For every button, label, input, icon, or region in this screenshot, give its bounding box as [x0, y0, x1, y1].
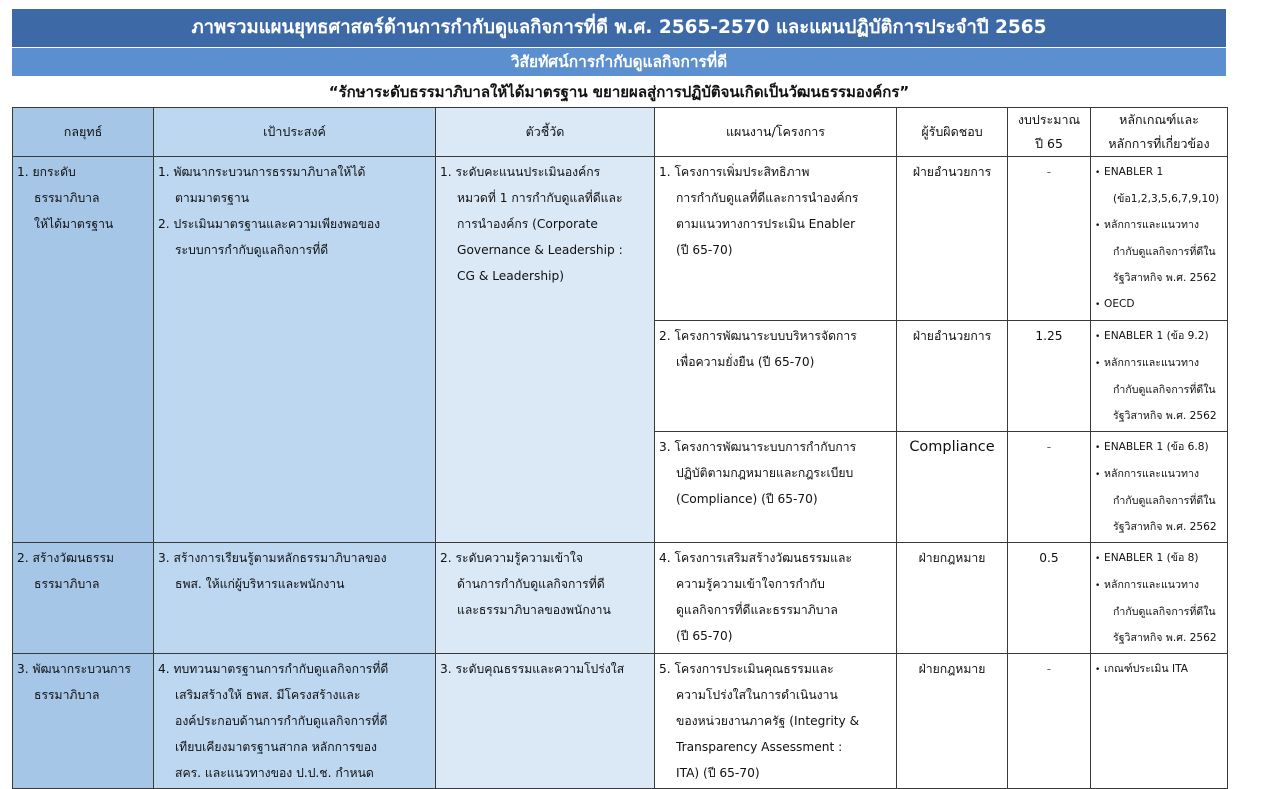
bullet-dot-icon: • — [1095, 665, 1101, 675]
vision-statement: “รักษาระดับธรรมาภิบาลให้ได้มาตรฐาน ขยายผลสู่การปฏิบัติจนเกิดเป็นวัฒนธรรมองค์กร” — [328, 83, 910, 101]
objective-line: ตามมาตรฐาน — [175, 191, 250, 205]
criteria-bullet-item — [1095, 572, 1223, 651]
indicator-line: การนำองค์กร (Corporate — [457, 217, 598, 231]
project-line: 5. โครงการประเมินคุณธรรมและ — [659, 662, 834, 676]
project-line: ปฏิบัติตามกฎหมายและกฎระเบียบ — [676, 466, 854, 480]
project-line: (Compliance) (ปี 65-70) — [676, 492, 818, 506]
criteria-text-line: (ข้อ1,2,3,5,6,7,9,10) — [1113, 193, 1220, 205]
strategy-cell — [13, 654, 154, 789]
project-line: (ปี 65-70) — [676, 629, 733, 643]
budget-cell: 0.5 — [1008, 543, 1091, 654]
indicator-cell — [436, 543, 655, 654]
bullet-dot-icon: • — [1095, 359, 1101, 369]
criteria-text-line: รัฐวิสาหกิจ พ.ศ. 2562 — [1113, 521, 1217, 533]
criteria-text-line: รัฐวิสาหกิจ พ.ศ. 2562 — [1113, 272, 1217, 284]
criteria-bullet-item — [1095, 461, 1223, 540]
strategy-line: ธรรมาภิบาล — [34, 577, 100, 591]
header-project: แผนงาน/โครงการ — [655, 108, 897, 157]
criteria-bullet-item — [1095, 350, 1223, 429]
objective-line: เสริมสร้างให้ ธพส. มีโครงสร้างและ — [175, 688, 361, 702]
strategy-line: 2. สร้างวัฒนธรรม — [17, 551, 115, 565]
project-cell — [655, 543, 897, 654]
criteria-bullet-item — [1095, 291, 1223, 318]
project-cell — [655, 321, 897, 432]
project-cell — [655, 432, 897, 543]
criteria-bullet-item — [1095, 323, 1223, 350]
project-line: 1. โครงการเพิ่มประสิทธิภาพ — [659, 165, 810, 179]
bullet-dot-icon: • — [1095, 300, 1101, 310]
criteria-text: ENABLER 1 (ข้อ 9.2) — [1104, 330, 1209, 342]
owner-cell: Compliance — [897, 432, 1008, 543]
bullet-dot-icon: • — [1095, 554, 1101, 564]
criteria-text-line: กำกับดูแลกิจการที่ดีใน — [1113, 246, 1216, 258]
owner-cell: ฝ่ายกฎหมาย — [897, 543, 1008, 654]
project-line: 2. โครงการพัฒนาระบบบริหารจัดการ — [659, 329, 857, 343]
project-line: ความโปร่งใสในการดำเนินงาน — [676, 688, 838, 702]
objective-cell — [154, 157, 436, 543]
strategy-line: ธรรมาภิบาล — [34, 688, 100, 702]
indicator-line: 1. ระดับคะแนนประเมินองค์กร — [440, 165, 601, 179]
budget-cell: 1.25 — [1008, 321, 1091, 432]
indicator-line: 3. ระดับคุณธรรมและความโปร่งใส — [440, 662, 625, 676]
table-row — [13, 654, 1228, 789]
strategy-cell — [13, 157, 154, 543]
strategy-cell — [13, 543, 154, 654]
objective-cell — [154, 654, 436, 789]
header-owner: ผู้รับผิดชอบ — [897, 108, 1008, 157]
project-line: 4. โครงการเสริมสร้างวัฒนธรรมและ — [659, 551, 853, 565]
project-line: ดูแลกิจการที่ดีและธรรมาภิบาล — [676, 603, 838, 617]
criteria-cell — [1091, 157, 1228, 321]
criteria-cell — [1091, 432, 1228, 543]
project-line: ความรู้ความเข้าใจการกำกับ — [676, 577, 825, 591]
table-row — [13, 543, 1228, 654]
bullet-dot-icon: • — [1095, 443, 1101, 453]
project-cell — [655, 654, 897, 789]
criteria-text-line: กำกับดูแลกิจการที่ดีใน — [1113, 606, 1216, 618]
budget-cell: - — [1008, 432, 1091, 543]
project-line: เพื่อความยั่งยืน (ปี 65-70) — [676, 355, 815, 369]
criteria-text: เกณฑ์ประเมิน ITA — [1104, 663, 1188, 675]
objective-line: 1. พัฒนากระบวนการธรรมาภิบาลให้ได้ — [158, 165, 366, 179]
project-line: 3. โครงการพัฒนาระบบการกำกับการ — [659, 440, 857, 454]
objective-line: 3. สร้างการเรียนรู้ตามหลักธรรมาภิบาลของ — [158, 551, 387, 565]
table-row — [13, 157, 1228, 321]
budget-cell: - — [1008, 654, 1091, 789]
criteria-text: หลักการและแนวทาง — [1104, 468, 1200, 480]
header-strategy: กลยุทธ์ — [13, 108, 154, 157]
strategy-line: ให้ได้มาตรฐาน — [34, 217, 114, 231]
criteria-text-line: กำกับดูแลกิจการที่ดีใน — [1113, 495, 1216, 507]
project-line: ตามแนวทางการประเมิน Enabler — [676, 217, 856, 231]
criteria-text-line: รัฐวิสาหกิจ พ.ศ. 2562 — [1113, 410, 1217, 422]
strategy-line: 3. พัฒนากระบวนการ — [17, 662, 131, 676]
criteria-text-line: กำกับดูแลกิจการที่ดีใน — [1113, 384, 1216, 396]
indicator-line: หมวดที่ 1 การกำกับดูแลที่ดีและ — [457, 191, 623, 205]
project-cell — [655, 157, 897, 321]
owner-cell: ฝ่ายกฎหมาย — [897, 654, 1008, 789]
header-objective: เป้าประสงค์ — [154, 108, 436, 157]
table-header-row — [13, 108, 1228, 157]
indicator-cell — [436, 157, 655, 543]
criteria-text: หลักการและแนวทาง — [1104, 579, 1200, 591]
criteria-cell — [1091, 654, 1228, 789]
criteria-text: หลักการและแนวทาง — [1104, 357, 1200, 369]
indicator-line: Governance & Leadership : — [457, 243, 623, 257]
criteria-cell — [1091, 321, 1228, 432]
criteria-bullet-item — [1095, 159, 1223, 212]
criteria-text-line: รัฐวิสาหกิจ พ.ศ. 2562 — [1113, 632, 1217, 644]
strategy-line: ธรรมาภิบาล — [34, 191, 100, 205]
indicator-line: และธรรมาภิบาลของพนักงาน — [457, 603, 611, 617]
project-line: การกำกับดูแลที่ดีและการนำองค์กร — [676, 191, 859, 205]
header-criteria-line2: หลักการที่เกี่ยวข้อง — [1108, 136, 1210, 151]
criteria-text: หลักการและแนวทาง — [1104, 219, 1200, 231]
objective-line: สคร. และแนวทางของ ป.ป.ช. กำหนด — [175, 766, 374, 780]
objective-line: ธพส. ให้แก่ผู้บริหารและพนักงาน — [175, 577, 345, 591]
objective-line: องค์ประกอบด้านการกำกับดูแลกิจการที่ดี — [175, 714, 388, 728]
header-budget — [1008, 108, 1091, 157]
header-criteria-line1: หลักเกณฑ์และ — [1119, 112, 1199, 127]
criteria-text: ENABLER 1 — [1104, 166, 1164, 178]
criteria-text: ENABLER 1 (ข้อ 8) — [1104, 552, 1199, 564]
owner-cell: ฝ่ายอำนวยการ — [897, 157, 1008, 321]
indicator-line: ด้านการกำกับดูแลกิจการที่ดี — [457, 577, 605, 591]
project-line: (ปี 65-70) — [676, 243, 733, 257]
criteria-bullet-item — [1095, 434, 1223, 461]
page-title: ภาพรวมแผนยุทธศาสตร์ด้านการกำกับดูแลกิจการที่ดี พ.ศ. 2565-2570 และแผนปฏิบัติการประจำปี 2565 — [12, 9, 1226, 47]
criteria-text: OECD — [1104, 298, 1135, 310]
bullet-dot-icon: • — [1095, 168, 1101, 178]
project-line: ของหน่วยงานภาครัฐ (Integrity & — [676, 714, 860, 728]
vision-subtitle: วิสัยทัศน์การกำกับดูแลกิจการที่ดี — [12, 48, 1226, 76]
bullet-dot-icon: • — [1095, 470, 1101, 480]
header-indicator: ตัวชี้วัด — [436, 108, 655, 157]
bullet-dot-icon: • — [1095, 332, 1101, 342]
indicator-line: CG & Leadership) — [457, 269, 564, 283]
criteria-cell — [1091, 543, 1228, 654]
budget-cell: - — [1008, 157, 1091, 321]
project-line: ITA) (ปี 65-70) — [676, 766, 760, 780]
bullet-dot-icon: • — [1095, 221, 1101, 231]
objective-line: 2. ประเมินมาตรฐานและความเพียงพอของ — [158, 217, 381, 231]
criteria-bullet-item — [1095, 545, 1223, 572]
objective-line: ระบบการกำกับดูแลกิจการที่ดี — [175, 243, 329, 257]
strategy-table — [12, 107, 1228, 789]
indicator-line: 2. ระดับความรู้ความเข้าใจ — [440, 551, 583, 565]
criteria-text: ENABLER 1 (ข้อ 6.8) — [1104, 441, 1209, 453]
project-line: Transparency Assessment : — [676, 740, 843, 754]
bullet-dot-icon: • — [1095, 581, 1101, 591]
objective-cell — [154, 543, 436, 654]
objective-line: เทียบเคียงมาตรฐานสากล หลักการของ — [175, 740, 377, 754]
owner-cell: ฝ่ายอำนวยการ — [897, 321, 1008, 432]
criteria-bullet-item — [1095, 656, 1223, 683]
header-budget-line1: งบประมาณ — [1017, 112, 1081, 127]
indicator-cell — [436, 654, 655, 789]
header-budget-line2: ปี 65 — [1035, 136, 1063, 151]
objective-line: 4. ทบทวนมาตรฐานการกำกับดูแลกิจการที่ดี — [158, 662, 389, 676]
criteria-bullet-item — [1095, 212, 1223, 291]
table-body — [13, 157, 1228, 789]
strategy-line: 1. ยกระดับ — [17, 165, 76, 179]
header-criteria — [1091, 108, 1228, 157]
